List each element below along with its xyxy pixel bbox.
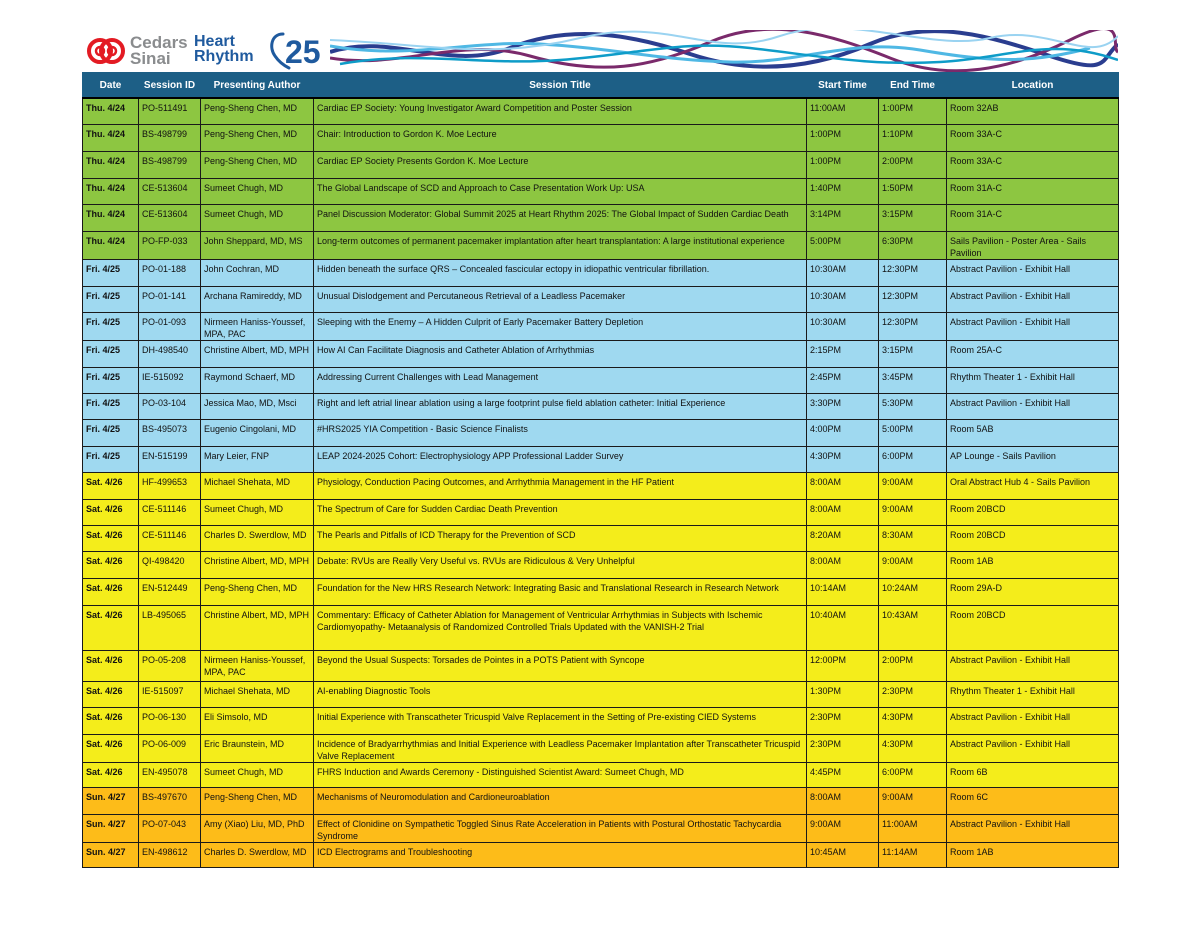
author-cell: John Sheppard, MD, MS <box>201 231 314 259</box>
location-cell: Room 33A-C <box>947 151 1119 178</box>
end-time-cell: 12:30PM <box>879 259 947 286</box>
header-start-time: Start Time <box>807 73 879 99</box>
author-cell: Archana Ramireddy, MD <box>201 286 314 312</box>
end-time-cell: 2:30PM <box>879 681 947 707</box>
author-cell: Eric Braunstein, MD <box>201 734 314 762</box>
location-cell: Rhythm Theater 1 - Exhibit Hall <box>947 367 1119 393</box>
title-cell: FHRS Induction and Awards Ceremony - Distinguished Scientist Award: Sumeet Chugh, MD <box>314 762 807 787</box>
date-cell: Sat. 4/26 <box>83 525 139 551</box>
table-row <box>83 499 1119 525</box>
date-cell: Fri. 4/25 <box>83 446 139 472</box>
session-id-cell: EN-512449 <box>139 578 201 605</box>
table-row <box>83 787 1119 814</box>
location-cell: Abstract Pavilion - Exhibit Hall <box>947 286 1119 312</box>
start-time-cell: 10:40AM <box>807 605 879 650</box>
cedars-sinai-wordmark <box>130 35 188 67</box>
title-cell: Hidden beneath the surface QRS – Concealed fascicular ectopy in idiopathic ventricular fibrillation. <box>314 259 807 286</box>
table-row <box>83 525 1119 551</box>
end-time-cell: 1:10PM <box>879 124 947 151</box>
session-id-cell: IE-515097 <box>139 681 201 707</box>
start-time-cell: 3:30PM <box>807 393 879 419</box>
title-cell: Cardiac EP Society Presents Gordon K. Moe Lecture <box>314 151 807 178</box>
author-cell: John Cochran, MD <box>201 259 314 286</box>
title-cell: Incidence of Bradyarrhythmias and Initial Experience with Leadless Pacemaker Implantation after Transcatheter Tricuspid Valve Replacement <box>314 734 807 762</box>
author-cell: Christine Albert, MD, MPH <box>201 340 314 367</box>
title-cell: Initial Experience with Transcatheter Tricuspid Valve Replacement in the Setting of Pre-existing CIED Systems <box>314 707 807 734</box>
title-cell: Commentary: Efficacy of Catheter Ablation for Management of Ventricular Arrhythmias in Subjects with Ischemic Cardiomyopathy- Metaanalysis of Randomized Controlled Trials Updated with the VANISH-2 Trial <box>314 605 807 650</box>
start-time-cell: 10:45AM <box>807 842 879 867</box>
table-row <box>83 419 1119 446</box>
cedars-sinai-logo <box>86 33 188 69</box>
title-cell: Physiology, Conduction Pacing Outcomes, and Arrhythmia Management in the HF Patient <box>314 472 807 499</box>
title-cell: Panel Discussion Moderator: Global Summit 2025 at Heart Rhythm 2025: The Global Impact of Sudden Cardiac Death <box>314 204 807 231</box>
location-cell: Room 31A-C <box>947 204 1119 231</box>
author-cell: Nirmeen Haniss-Youssef, MPA, PAC <box>201 312 314 340</box>
author-cell: Raymond Schaerf, MD <box>201 367 314 393</box>
session-id-cell: EN-515199 <box>139 446 201 472</box>
title-cell: Addressing Current Challenges with Lead Management <box>314 367 807 393</box>
title-cell: Right and left atrial linear ablation using a large footprint pulse field ablation catheter: Initial Experience <box>314 393 807 419</box>
author-cell: Peng-Sheng Chen, MD <box>201 787 314 814</box>
start-time-cell: 8:00AM <box>807 472 879 499</box>
location-cell: Abstract Pavilion - Exhibit Hall <box>947 650 1119 681</box>
end-time-cell: 2:00PM <box>879 151 947 178</box>
start-time-cell: 2:30PM <box>807 734 879 762</box>
location-cell: Abstract Pavilion - Exhibit Hall <box>947 312 1119 340</box>
end-time-cell: 11:14AM <box>879 842 947 867</box>
end-time-cell: 6:00PM <box>879 446 947 472</box>
title-cell: The Spectrum of Care for Sudden Cardiac Death Prevention <box>314 499 807 525</box>
title-cell: Effect of Clonidine on Sympathetic Toggled Sinus Rate Acceleration in Patients with Postural Orthostatic Tachycardia Syndrome <box>314 814 807 842</box>
location-cell: Room 25A-C <box>947 340 1119 367</box>
author-cell: Sumeet Chugh, MD <box>201 762 314 787</box>
header-date: Date <box>83 73 139 99</box>
hr-year: 25 <box>285 34 321 70</box>
author-cell: Michael Shehata, MD <box>201 472 314 499</box>
title-cell: LEAP 2024-2025 Cohort: Electrophysiology APP Professional Ladder Survey <box>314 446 807 472</box>
session-id-cell: PO-03-104 <box>139 393 201 419</box>
date-cell: Fri. 4/25 <box>83 312 139 340</box>
date-cell: Sat. 4/26 <box>83 605 139 650</box>
end-time-cell: 12:30PM <box>879 286 947 312</box>
decorative-waves-icon <box>330 30 1118 72</box>
title-cell: AI-enabling Diagnostic Tools <box>314 681 807 707</box>
table-row <box>83 681 1119 707</box>
date-cell: Fri. 4/25 <box>83 259 139 286</box>
start-time-cell: 10:30AM <box>807 259 879 286</box>
table-row <box>83 259 1119 286</box>
location-cell: Rhythm Theater 1 - Exhibit Hall <box>947 681 1119 707</box>
header-session-id: Session ID <box>139 73 201 99</box>
table-row <box>83 393 1119 419</box>
location-cell: Room 31A-C <box>947 178 1119 204</box>
date-cell: Fri. 4/25 <box>83 393 139 419</box>
end-time-cell: 3:15PM <box>879 204 947 231</box>
location-cell: Oral Abstract Hub 4 - Sails Pavilion <box>947 472 1119 499</box>
date-cell: Thu. 4/24 <box>83 151 139 178</box>
date-cell: Sat. 4/26 <box>83 681 139 707</box>
start-time-cell: 8:20AM <box>807 525 879 551</box>
session-id-cell: CE-511146 <box>139 499 201 525</box>
cedars-sinai-mark-icon <box>86 33 126 69</box>
session-id-cell: PO-FP-033 <box>139 231 201 259</box>
date-cell: Sat. 4/26 <box>83 551 139 578</box>
session-id-cell: PO-05-208 <box>139 650 201 681</box>
author-cell: Sumeet Chugh, MD <box>201 499 314 525</box>
start-time-cell: 2:15PM <box>807 340 879 367</box>
session-id-cell: LB-495065 <box>139 605 201 650</box>
location-cell: Abstract Pavilion - Exhibit Hall <box>947 814 1119 842</box>
start-time-cell: 5:00PM <box>807 231 879 259</box>
start-time-cell: 12:00PM <box>807 650 879 681</box>
start-time-cell: 9:00AM <box>807 814 879 842</box>
location-cell: Room 32AB <box>947 98 1119 124</box>
title-cell: How AI Can Facilitate Diagnosis and Catheter Ablation of Arrhythmias <box>314 340 807 367</box>
title-cell: Cardiac EP Society: Young Investigator Award Competition and Poster Session <box>314 98 807 124</box>
end-time-cell: 8:30AM <box>879 525 947 551</box>
end-time-cell: 10:43AM <box>879 605 947 650</box>
date-cell: Thu. 4/24 <box>83 178 139 204</box>
author-cell: Mary Leier, FNP <box>201 446 314 472</box>
session-id-cell: PO-01-141 <box>139 286 201 312</box>
title-cell: Unusual Dislodgement and Percutaneous Retrieval of a Leadless Pacemaker <box>314 286 807 312</box>
session-id-cell: PO-06-009 <box>139 734 201 762</box>
start-time-cell: 10:30AM <box>807 286 879 312</box>
location-cell: Room 1AB <box>947 551 1119 578</box>
session-id-cell: BS-497670 <box>139 787 201 814</box>
table-row <box>83 124 1119 151</box>
date-cell: Sat. 4/26 <box>83 707 139 734</box>
page-header <box>82 30 1118 72</box>
session-id-cell: PO-06-130 <box>139 707 201 734</box>
end-time-cell: 5:00PM <box>879 419 947 446</box>
start-time-cell: 1:30PM <box>807 681 879 707</box>
location-cell: Room 5AB <box>947 419 1119 446</box>
session-id-cell: BS-495073 <box>139 419 201 446</box>
session-id-cell: CE-513604 <box>139 178 201 204</box>
author-cell: Christine Albert, MD, MPH <box>201 605 314 650</box>
location-cell: Sails Pavilion - Poster Area - Sails Pavilion <box>947 231 1119 259</box>
table-row <box>83 707 1119 734</box>
session-id-cell: PO-01-093 <box>139 312 201 340</box>
author-cell: Eugenio Cingolani, MD <box>201 419 314 446</box>
table-row <box>83 650 1119 681</box>
author-cell: Charles D. Swerdlow, MD <box>201 525 314 551</box>
hr-line1: Heart <box>194 33 235 50</box>
end-time-cell: 9:00AM <box>879 499 947 525</box>
author-cell: Nirmeen Haniss-Youssef, MPA, PAC <box>201 650 314 681</box>
title-cell: Mechanisms of Neuromodulation and Cardioneuroablation <box>314 787 807 814</box>
date-cell: Sun. 4/27 <box>83 814 139 842</box>
title-cell: Debate: RVUs are Really Very Useful vs. RVUs are Ridiculous & Very Unhelpful <box>314 551 807 578</box>
start-time-cell: 2:30PM <box>807 707 879 734</box>
date-cell: Sun. 4/27 <box>83 842 139 867</box>
end-time-cell: 11:00AM <box>879 814 947 842</box>
header-author: Presenting Author <box>201 73 314 99</box>
start-time-cell: 4:45PM <box>807 762 879 787</box>
date-cell: Sat. 4/26 <box>83 472 139 499</box>
location-cell: Abstract Pavilion - Exhibit Hall <box>947 734 1119 762</box>
header-location: Location <box>947 73 1119 99</box>
title-cell: Chair: Introduction to Gordon K. Moe Lecture <box>314 124 807 151</box>
session-id-cell: QI-498420 <box>139 551 201 578</box>
session-id-cell: PO-01-188 <box>139 259 201 286</box>
session-id-cell: DH-498540 <box>139 340 201 367</box>
date-cell: Sat. 4/26 <box>83 734 139 762</box>
end-time-cell: 6:30PM <box>879 231 947 259</box>
location-cell: Abstract Pavilion - Exhibit Hall <box>947 393 1119 419</box>
session-id-cell: BS-498799 <box>139 124 201 151</box>
author-cell: Amy (Xiao) Liu, MD, PhD <box>201 814 314 842</box>
end-time-cell: 9:00AM <box>879 472 947 499</box>
header-title: Session Title <box>314 73 807 99</box>
location-cell: Room 1AB <box>947 842 1119 867</box>
date-cell: Fri. 4/25 <box>83 286 139 312</box>
start-time-cell: 8:00AM <box>807 551 879 578</box>
table-row <box>83 578 1119 605</box>
end-time-cell: 9:00AM <box>879 787 947 814</box>
author-cell: Peng-Sheng Chen, MD <box>201 151 314 178</box>
author-cell: Charles D. Swerdlow, MD <box>201 842 314 867</box>
session-id-cell: PO-511491 <box>139 98 201 124</box>
author-cell: Peng-Sheng Chen, MD <box>201 578 314 605</box>
title-cell: Beyond the Usual Suspects: Torsades de Pointes in a POTS Patient with Syncope <box>314 650 807 681</box>
table-row <box>83 367 1119 393</box>
date-cell: Thu. 4/24 <box>83 124 139 151</box>
start-time-cell: 3:14PM <box>807 204 879 231</box>
location-cell: Room 6B <box>947 762 1119 787</box>
location-cell: Room 33A-C <box>947 124 1119 151</box>
author-cell: Sumeet Chugh, MD <box>201 178 314 204</box>
end-time-cell: 1:50PM <box>879 178 947 204</box>
table-row <box>83 814 1119 842</box>
author-cell: Michael Shehata, MD <box>201 681 314 707</box>
start-time-cell: 4:00PM <box>807 419 879 446</box>
location-cell: Abstract Pavilion - Exhibit Hall <box>947 259 1119 286</box>
end-time-cell: 3:15PM <box>879 340 947 367</box>
heart-rhythm-year-logo <box>267 30 327 70</box>
title-cell: Foundation for the New HRS Research Network: Integrating Basic and Translational Research in Research Network <box>314 578 807 605</box>
hr-line2: Rhythm <box>194 48 254 65</box>
end-time-cell: 5:30PM <box>879 393 947 419</box>
start-time-cell: 1:00PM <box>807 151 879 178</box>
heart-rhythm-wordmark <box>194 34 254 64</box>
schedule-table <box>82 72 1119 868</box>
table-header-row <box>83 73 1119 99</box>
start-time-cell: 1:00PM <box>807 124 879 151</box>
start-time-cell: 4:30PM <box>807 446 879 472</box>
location-cell: Abstract Pavilion - Exhibit Hall <box>947 707 1119 734</box>
author-cell: Peng-Sheng Chen, MD <box>201 98 314 124</box>
date-cell: Sat. 4/26 <box>83 499 139 525</box>
table-row <box>83 734 1119 762</box>
end-time-cell: 2:00PM <box>879 650 947 681</box>
date-cell: Fri. 4/25 <box>83 340 139 367</box>
date-cell: Fri. 4/25 <box>83 367 139 393</box>
table-row <box>83 605 1119 650</box>
cs-line1: Cedars <box>130 33 188 52</box>
author-cell: Sumeet Chugh, MD <box>201 204 314 231</box>
end-time-cell: 12:30PM <box>879 312 947 340</box>
end-time-cell: 10:24AM <box>879 578 947 605</box>
session-id-cell: PO-07-043 <box>139 814 201 842</box>
start-time-cell: 10:30AM <box>807 312 879 340</box>
start-time-cell: 8:00AM <box>807 787 879 814</box>
table-row <box>83 178 1119 204</box>
session-id-cell: EN-495078 <box>139 762 201 787</box>
end-time-cell: 3:45PM <box>879 367 947 393</box>
table-row <box>83 98 1119 124</box>
title-cell: Long-term outcomes of permanent pacemaker implantation after heart transplantation: A large institutional experience <box>314 231 807 259</box>
table-row <box>83 551 1119 578</box>
date-cell: Fri. 4/25 <box>83 419 139 446</box>
date-cell: Thu. 4/24 <box>83 231 139 259</box>
title-cell: ICD Electrograms and Troubleshooting <box>314 842 807 867</box>
table-row <box>83 204 1119 231</box>
author-cell: Jessica Mao, MD, Msci <box>201 393 314 419</box>
end-time-cell: 1:00PM <box>879 98 947 124</box>
start-time-cell: 1:40PM <box>807 178 879 204</box>
table-row <box>83 472 1119 499</box>
date-cell: Sat. 4/26 <box>83 578 139 605</box>
date-cell: Sun. 4/27 <box>83 787 139 814</box>
header-end-time: End Time <box>879 73 947 99</box>
start-time-cell: 10:14AM <box>807 578 879 605</box>
end-time-cell: 9:00AM <box>879 551 947 578</box>
table-row <box>83 286 1119 312</box>
title-cell: Sleeping with the Enemy – A Hidden Culprit of Early Pacemaker Battery Depletion <box>314 312 807 340</box>
date-cell: Thu. 4/24 <box>83 204 139 231</box>
location-cell: Room 20BCD <box>947 525 1119 551</box>
start-time-cell: 11:00AM <box>807 98 879 124</box>
author-cell: Peng-Sheng Chen, MD <box>201 124 314 151</box>
table-row <box>83 762 1119 787</box>
start-time-cell: 2:45PM <box>807 367 879 393</box>
cs-line2: Sinai <box>130 49 171 68</box>
table-row <box>83 446 1119 472</box>
location-cell: Room 29A-D <box>947 578 1119 605</box>
table-row <box>83 151 1119 178</box>
end-time-cell: 4:30PM <box>879 734 947 762</box>
end-time-cell: 6:00PM <box>879 762 947 787</box>
session-id-cell: IE-515092 <box>139 367 201 393</box>
location-cell: Room 6C <box>947 787 1119 814</box>
location-cell: AP Lounge - Sails Pavilion <box>947 446 1119 472</box>
session-id-cell: CE-513604 <box>139 204 201 231</box>
session-id-cell: CE-511146 <box>139 525 201 551</box>
date-cell: Sat. 4/26 <box>83 762 139 787</box>
start-time-cell: 8:00AM <box>807 499 879 525</box>
title-cell: The Pearls and Pitfalls of ICD Therapy for the Prevention of SCD <box>314 525 807 551</box>
table-row <box>83 231 1119 259</box>
table-row <box>83 340 1119 367</box>
author-cell: Eli Simsolo, MD <box>201 707 314 734</box>
author-cell: Christine Albert, MD, MPH <box>201 551 314 578</box>
table-row <box>83 312 1119 340</box>
session-id-cell: BS-498799 <box>139 151 201 178</box>
date-cell: Sat. 4/26 <box>83 650 139 681</box>
title-cell: #HRS2025 YIA Competition - Basic Science Finalists <box>314 419 807 446</box>
location-cell: Room 20BCD <box>947 605 1119 650</box>
title-cell: The Global Landscape of SCD and Approach to Case Presentation Work Up: USA <box>314 178 807 204</box>
session-id-cell: EN-498612 <box>139 842 201 867</box>
date-cell: Thu. 4/24 <box>83 98 139 124</box>
location-cell: Room 20BCD <box>947 499 1119 525</box>
end-time-cell: 4:30PM <box>879 707 947 734</box>
table-row <box>83 842 1119 867</box>
session-id-cell: HF-499653 <box>139 472 201 499</box>
